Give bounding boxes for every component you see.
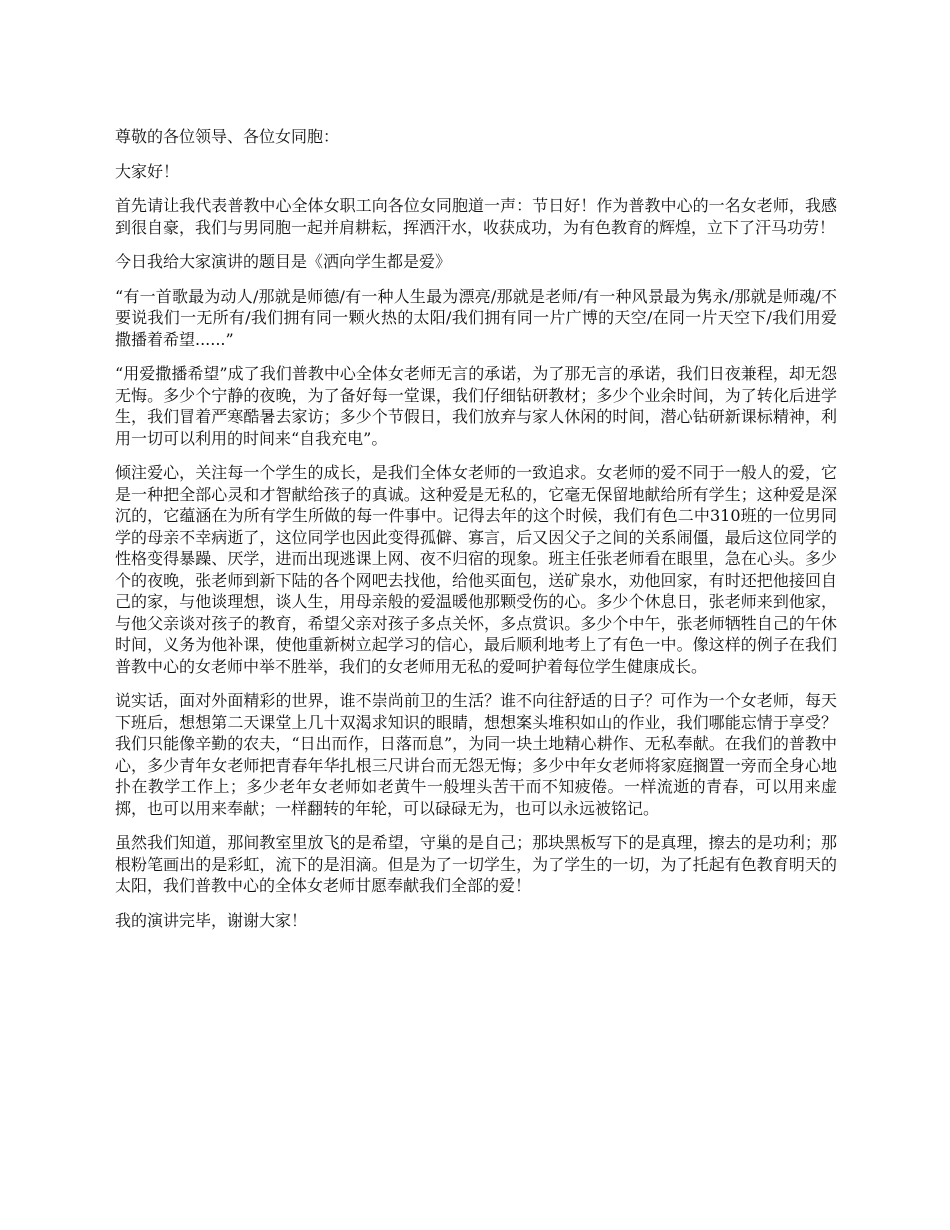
paragraph-dedication: 说实话，面对外面精彩的世界，谁不崇尚前卫的生活？谁不向往舒适的日子？可作为一个女老师，每天下班后，想想第二天课堂上几十双渴求知识的眼睛，想想案头堆积如山的作业，我们哪能忘情于享受？我们只能像辛勤的农夫，“日出而作，日落而息”，为同一块土地精心耕作、无私奉献。在我们的普教中心，多少青年女老师把青春年华扎根三尺讲台而无怨无悔；多少中年女老师将家庭搁置一旁而全身心地扑在教学工作上；多少老年女老师如老黄牛一般埋头苦干而不知疲倦。一样流逝的青春，可以用来虚掷，也可以用来奉献；一样翻转的年轮，可以碌碌无为，也可以永远被铭记。 — [115, 691, 837, 818]
paragraph-love-story: 倾注爱心，关注每一个学生的成长，是我们全体女老师的一致追求。女老师的爱不同于一般人的爱，它是一种把全部心灵和才智献给孩子的真诚。这种爱是无私的，它毫无保留地献给所有学生；这种爱是深沉的，它蕴涵在为所有学生所做的每一件事中。记得去年的这个时候，我们有色二中310班的一位男同学的母亲不幸病逝了，这位同学也因此变得孤僻、寡言，后又因父子之间的关系闹僵，最后这位同学的性格变得暴躁、厌学，进而出现逃课上网、夜不归宿的现象。班主任张老师看在眼里，急在心头。多少个的夜晚，张老师到新下陆的各个网吧去找他，给他买面包，送矿泉水，劝他回家，有时还把他接回自己的家，与他谈理想，谈人生，用母亲般的爱温暖他那颗受伤的心。多少个休息日，张老师来到他家，与他父亲谈对孩子的教育，希望父亲对孩子多点关怀，多点赏识。多少个中午，张老师牺牲自己的午休时间，义务为他补课，使他重新树立起学习的信心，最后顺利地考上了有色一中。像这样的例子在我们普教中心的女老师中举不胜举，我们的女老师用无私的爱呵护着每位学生健康成长。 — [115, 463, 837, 676]
greeting: 大家好！ — [115, 161, 180, 181]
paragraph-opening: 首先请让我代表普教中心全体女职工向各位女同胞道一声：节日好！作为普教中心的一名女老师，我感到很自豪，我们与男同胞一起并肩耕耘，挥洒汗水，收获成功，为有色教育的辉煌，立下了汗马功劳！ — [115, 196, 837, 237]
paragraph-speech-title: 今日我给大家演讲的题目是《洒向学生都是爱》 — [115, 252, 452, 271]
paragraph-conclusion: 虽然我们知道，那间教室里放飞的是希望，守巢的是自己；那块黑板写下的是真理，擦去的是功利；那根粉笔画出的是彩虹，流下的是泪滴。但是为了一切学生，为了学生的一切，为了托起有色教育明天的太阳，我们普教中心的全体女老师甘愿奉献我们全部的爱！ — [115, 833, 837, 895]
paragraph-poem-quote: “有一首歌最为动人/那就是师德/有一种人生最为漂亮/那就是老师/有一种风景最为隽永/那就是师魂/不要说我们一无所有/我们拥有同一颗火热的太阳/我们拥有同一片广博的天空/在同一片天空下/我们用爱撒播着希望......” — [115, 286, 837, 349]
speech-document — [115, 126, 837, 944]
closing: 我的演讲完毕，谢谢大家！ — [115, 910, 308, 930]
salutation: 尊敬的各位领导、各位女同胞： — [115, 127, 340, 146]
paragraph-promise: “用爱撒播希望”成了我们普教中心全体女老师无言的承诺，为了那无言的承诺，我们日夜兼程，却无怨无悔。多少个宁静的夜晚，为了备好每一堂课，我们仔细钻研教材；多少个业余时间，为了转化后进学生，我们冒着严寒酷暑去家访；多少个节假日，我们放弃与家人休闲的时间，潜心钻研新课标精神，利用一切可以利用的时间来“自我充电”。 — [115, 364, 837, 448]
